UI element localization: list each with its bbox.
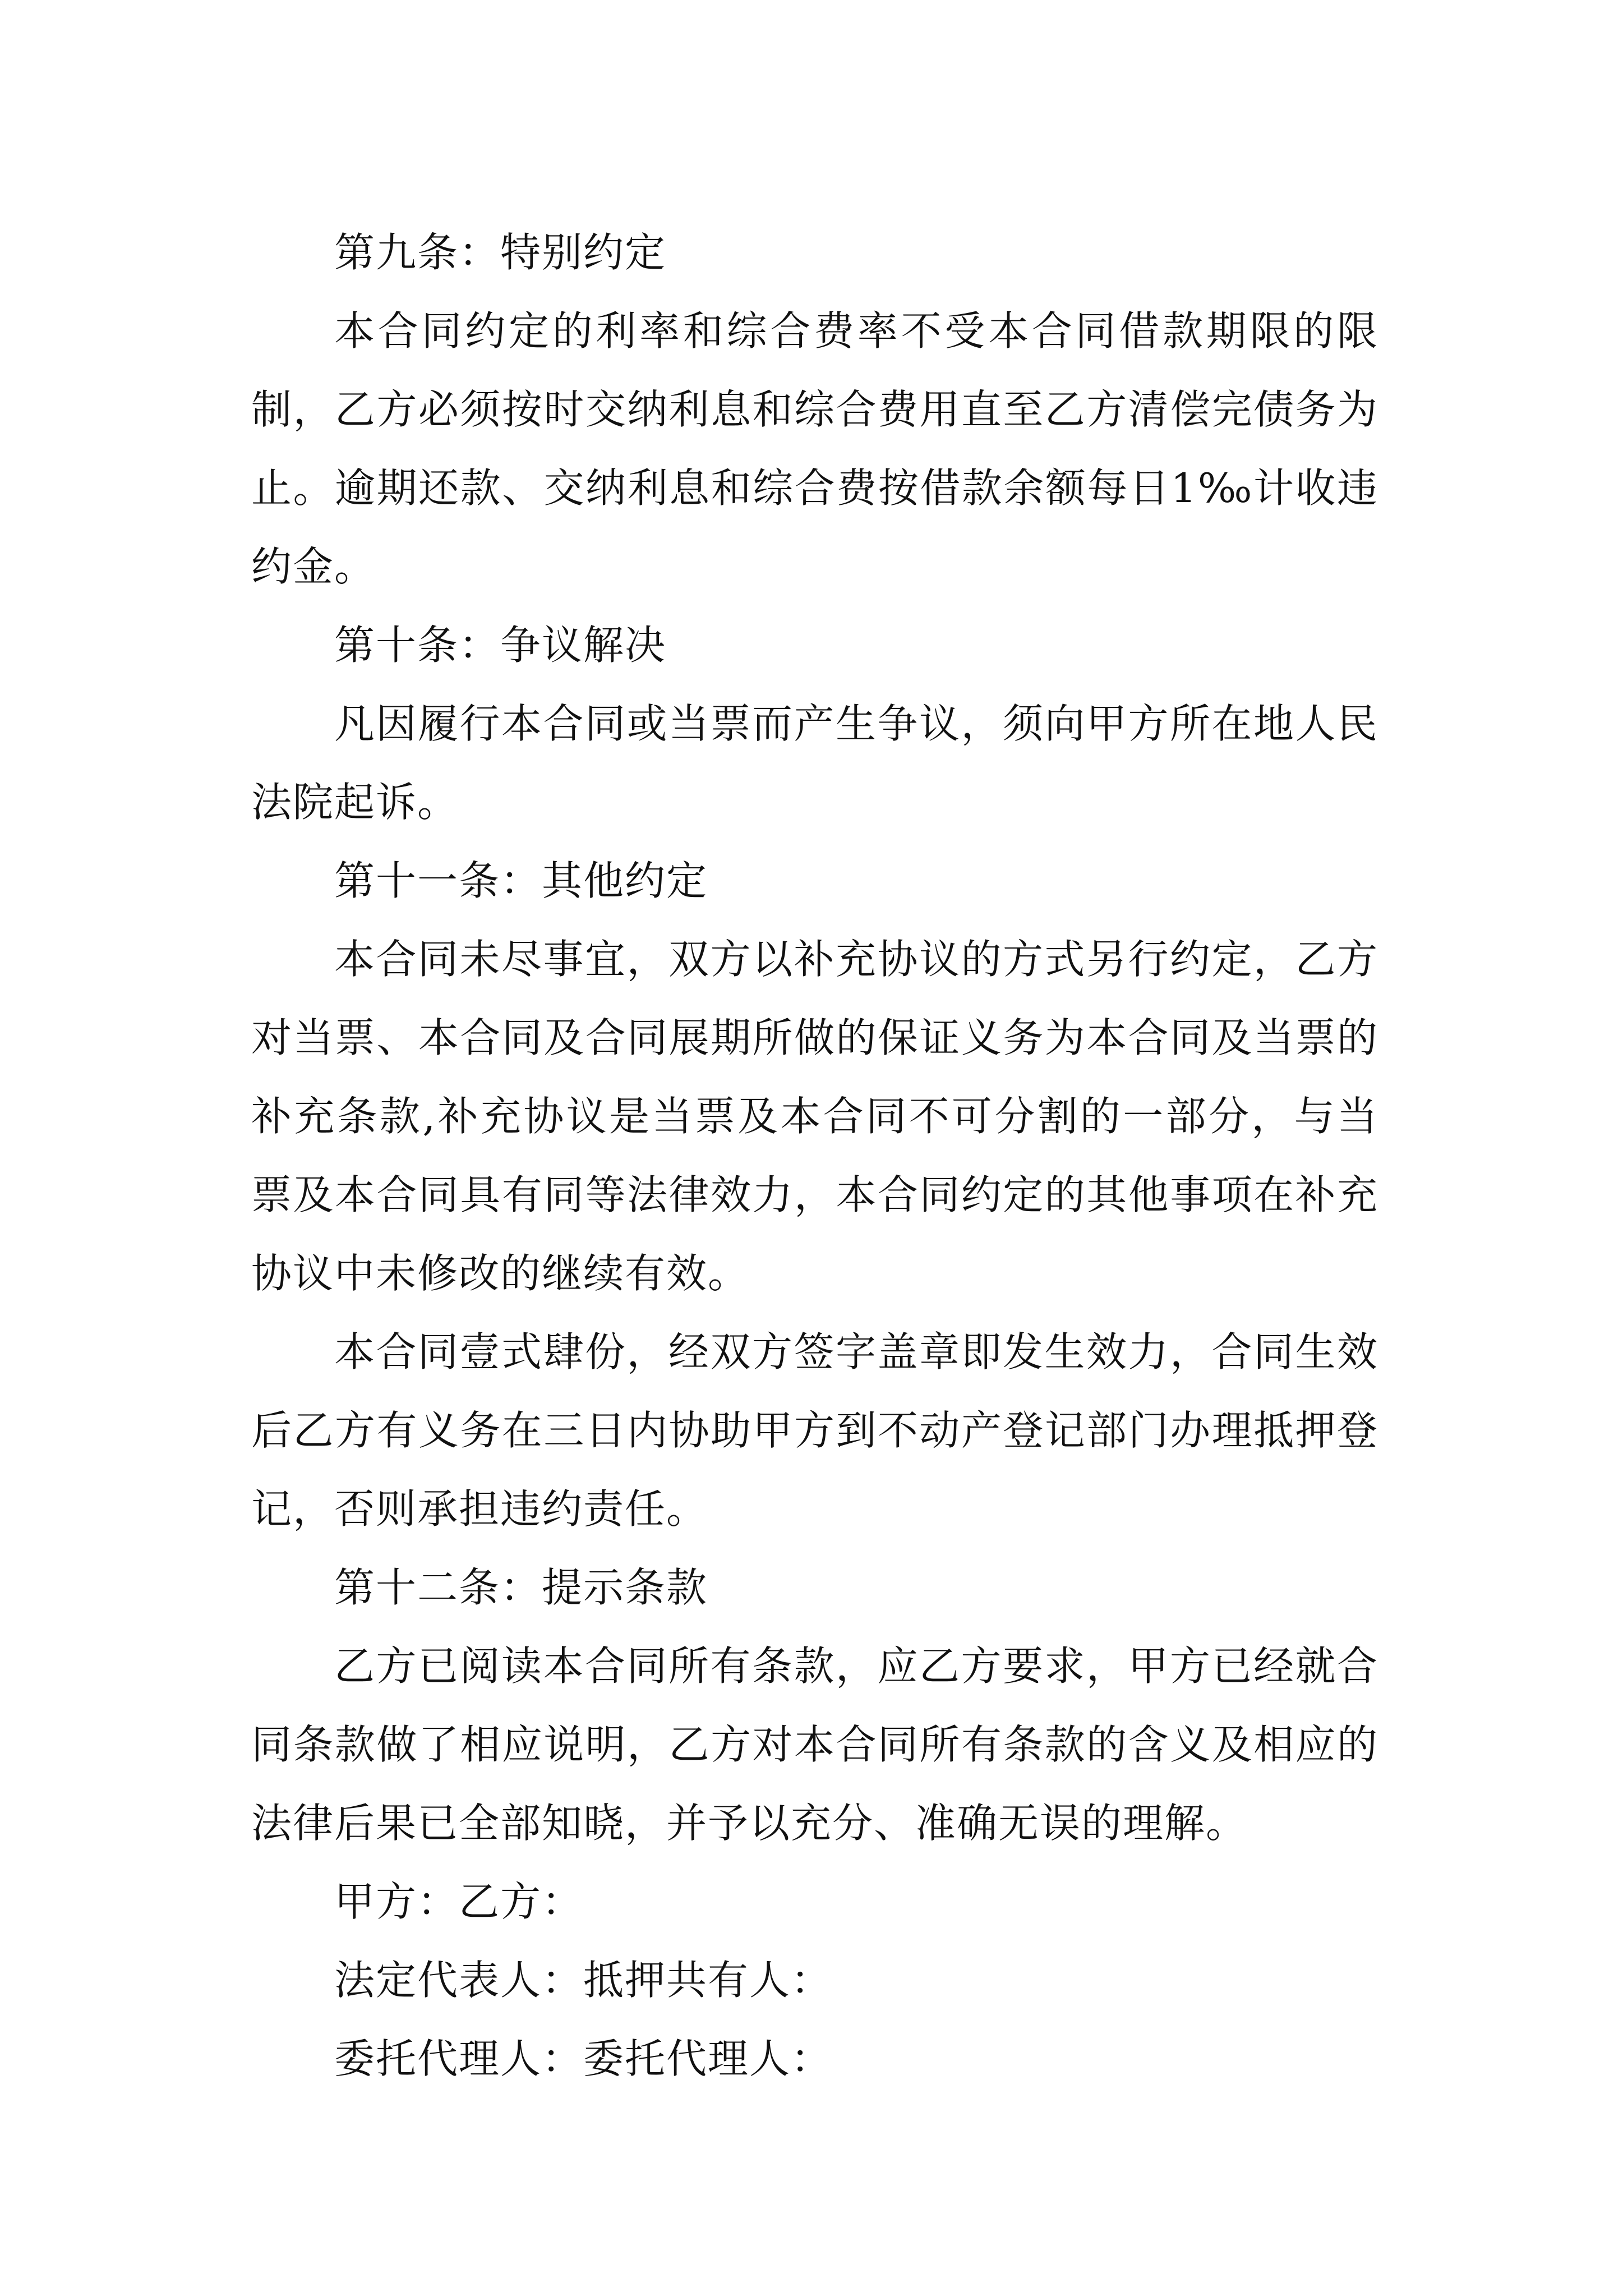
article-9-heading: 第九条：特别约定 bbox=[334, 229, 667, 276]
signature-representatives-line: 法定代表人：抵押共有人： bbox=[334, 1957, 833, 2004]
article-11-paragraph-1: 本合同未尽事宜，双方以补充协议的方式另行约定，乙方对当票、本合同及合同展期所做的保证义务为本合同及当票的补充条款,补充协议是当票及本合同不可分割的一部分，与当票及本合同具有同等法律效力，本合同约定的其他事项在补充协议中未修改的继续有效。 bbox=[251, 936, 1378, 1297]
article-11-heading: 第十一条：其他约定 bbox=[334, 857, 708, 904]
article-12-paragraph: 乙方已阅读本合同所有条款，应乙方要求，甲方已经就合同条款做了相应说明，乙方对本合同所有条款的含义及相应的法律后果已全部知晓，并予以充分、准确无误的理解。 bbox=[251, 1642, 1378, 1847]
article-10-paragraph: 凡因履行本合同或当票而产生争议，须向甲方所在地人民法院起诉。 bbox=[251, 700, 1378, 826]
signature-agents-line: 委托代理人：委托代理人： bbox=[334, 2035, 833, 2082]
article-10-heading: 第十条：争议解决 bbox=[334, 622, 667, 669]
article-11-paragraph-2: 本合同壹式肆份，经双方签字盖章即发生效力，合同生效后乙方有义务在三日内协助甲方到不动产登记部门办理抵押登记，否则承担违约责任。 bbox=[251, 1328, 1378, 1533]
document-body bbox=[251, 213, 1378, 2098]
article-9-paragraph: 本合同约定的利率和综合费率不受本合同借款期限的限制，乙方必须按时交纳利息和综合费用直至乙方清偿完债务为止。逾期还款、交纳利息和综合费按借款余额每日1‰计收违约金。 bbox=[251, 307, 1378, 590]
signature-parties-line: 甲方：乙方： bbox=[334, 1878, 584, 1925]
article-12-heading: 第十二条：提示条款 bbox=[334, 1564, 708, 1611]
